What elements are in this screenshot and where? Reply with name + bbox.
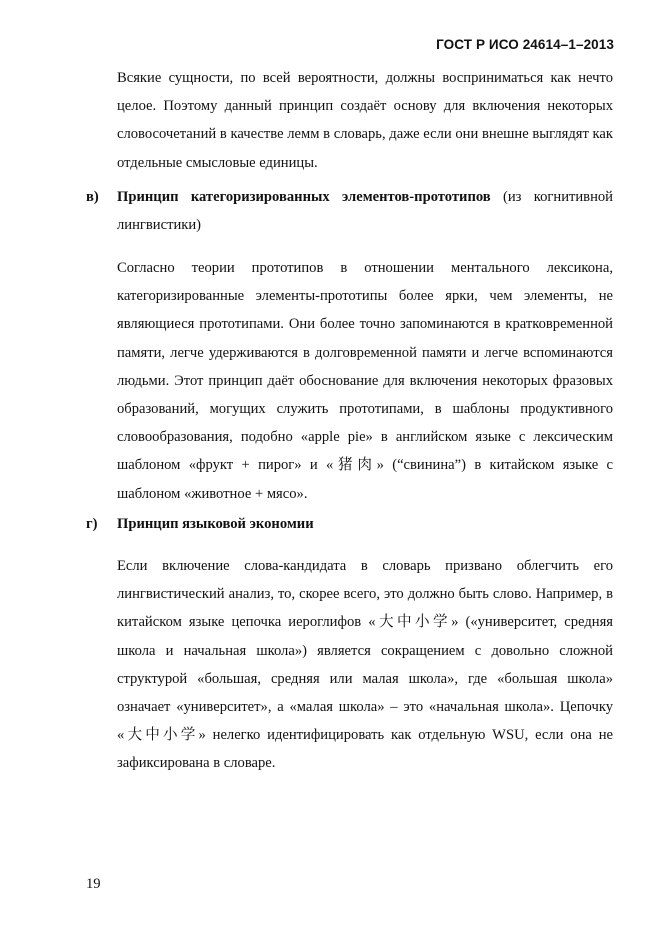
document-code-header: ГОСТ Р ИСО 24614–1–2013 xyxy=(436,37,614,52)
page-number: 19 xyxy=(86,876,101,892)
section-g-body: Если включение слова-кандидата в словарь призвано облегчить его лингвистический анализ, то, скорее всего, это должно быть слово. Например, в китайском языке цепочка иероглифов «大中小学» («университет, средняя школа и начальная школа») является сокращением с довольно сложной структурой «большая, средняя или малая школа», где «большая школа» означает «университет», а «малая школа» – это «начальная школа». Цепочку «大中小学» нелегко идентифицировать как отдельную WSU, если она не зафиксирована в словаре. xyxy=(117,558,613,772)
section-v-letter: в) xyxy=(86,189,99,205)
section-v-heading-text xyxy=(117,183,613,239)
intro-paragraph: Всякие сущности, по всей вероятности, должны восприниматься как нечто целое. Поэтому данный принцип создаёт основу для включения некоторых словосочетаний в качестве лемм в словарь, даже если они внешне выглядят как отдельные смысловые единицы. xyxy=(117,70,613,171)
section-v-heading xyxy=(86,183,613,239)
section-v-note: (из когнитивной лингвистики) xyxy=(117,189,613,234)
section-g-letter: г) xyxy=(86,516,98,532)
section-g-heading xyxy=(86,510,613,538)
section-g-title: Принцип языковой экономии xyxy=(117,516,314,532)
section-v-title: Принцип категоризированных элементов-прототипов xyxy=(117,189,491,205)
section-v-body: Согласно теории прототипов в отношении ментального лексикона, категоризированные элементы-прототипы более ярки, чем элементы, не являющиеся прототипами. Они более точно запоминаются в кратковременной памяти, легче удерживаются в долговременной памяти и легче вспоминаются людьми. Этот принцип даёт обоснование для включения некоторых фразовых образований, могущих служить прототипами, в шаблоны продуктивного словообразования, подобно «apple pie» в английском языке с лексическим шаблоном «фрукт + пирог» и «猪肉» (“свинина”) в китайском языке с шаблоном «животное + мясо». xyxy=(117,260,613,502)
section-g-heading-text xyxy=(117,510,613,538)
